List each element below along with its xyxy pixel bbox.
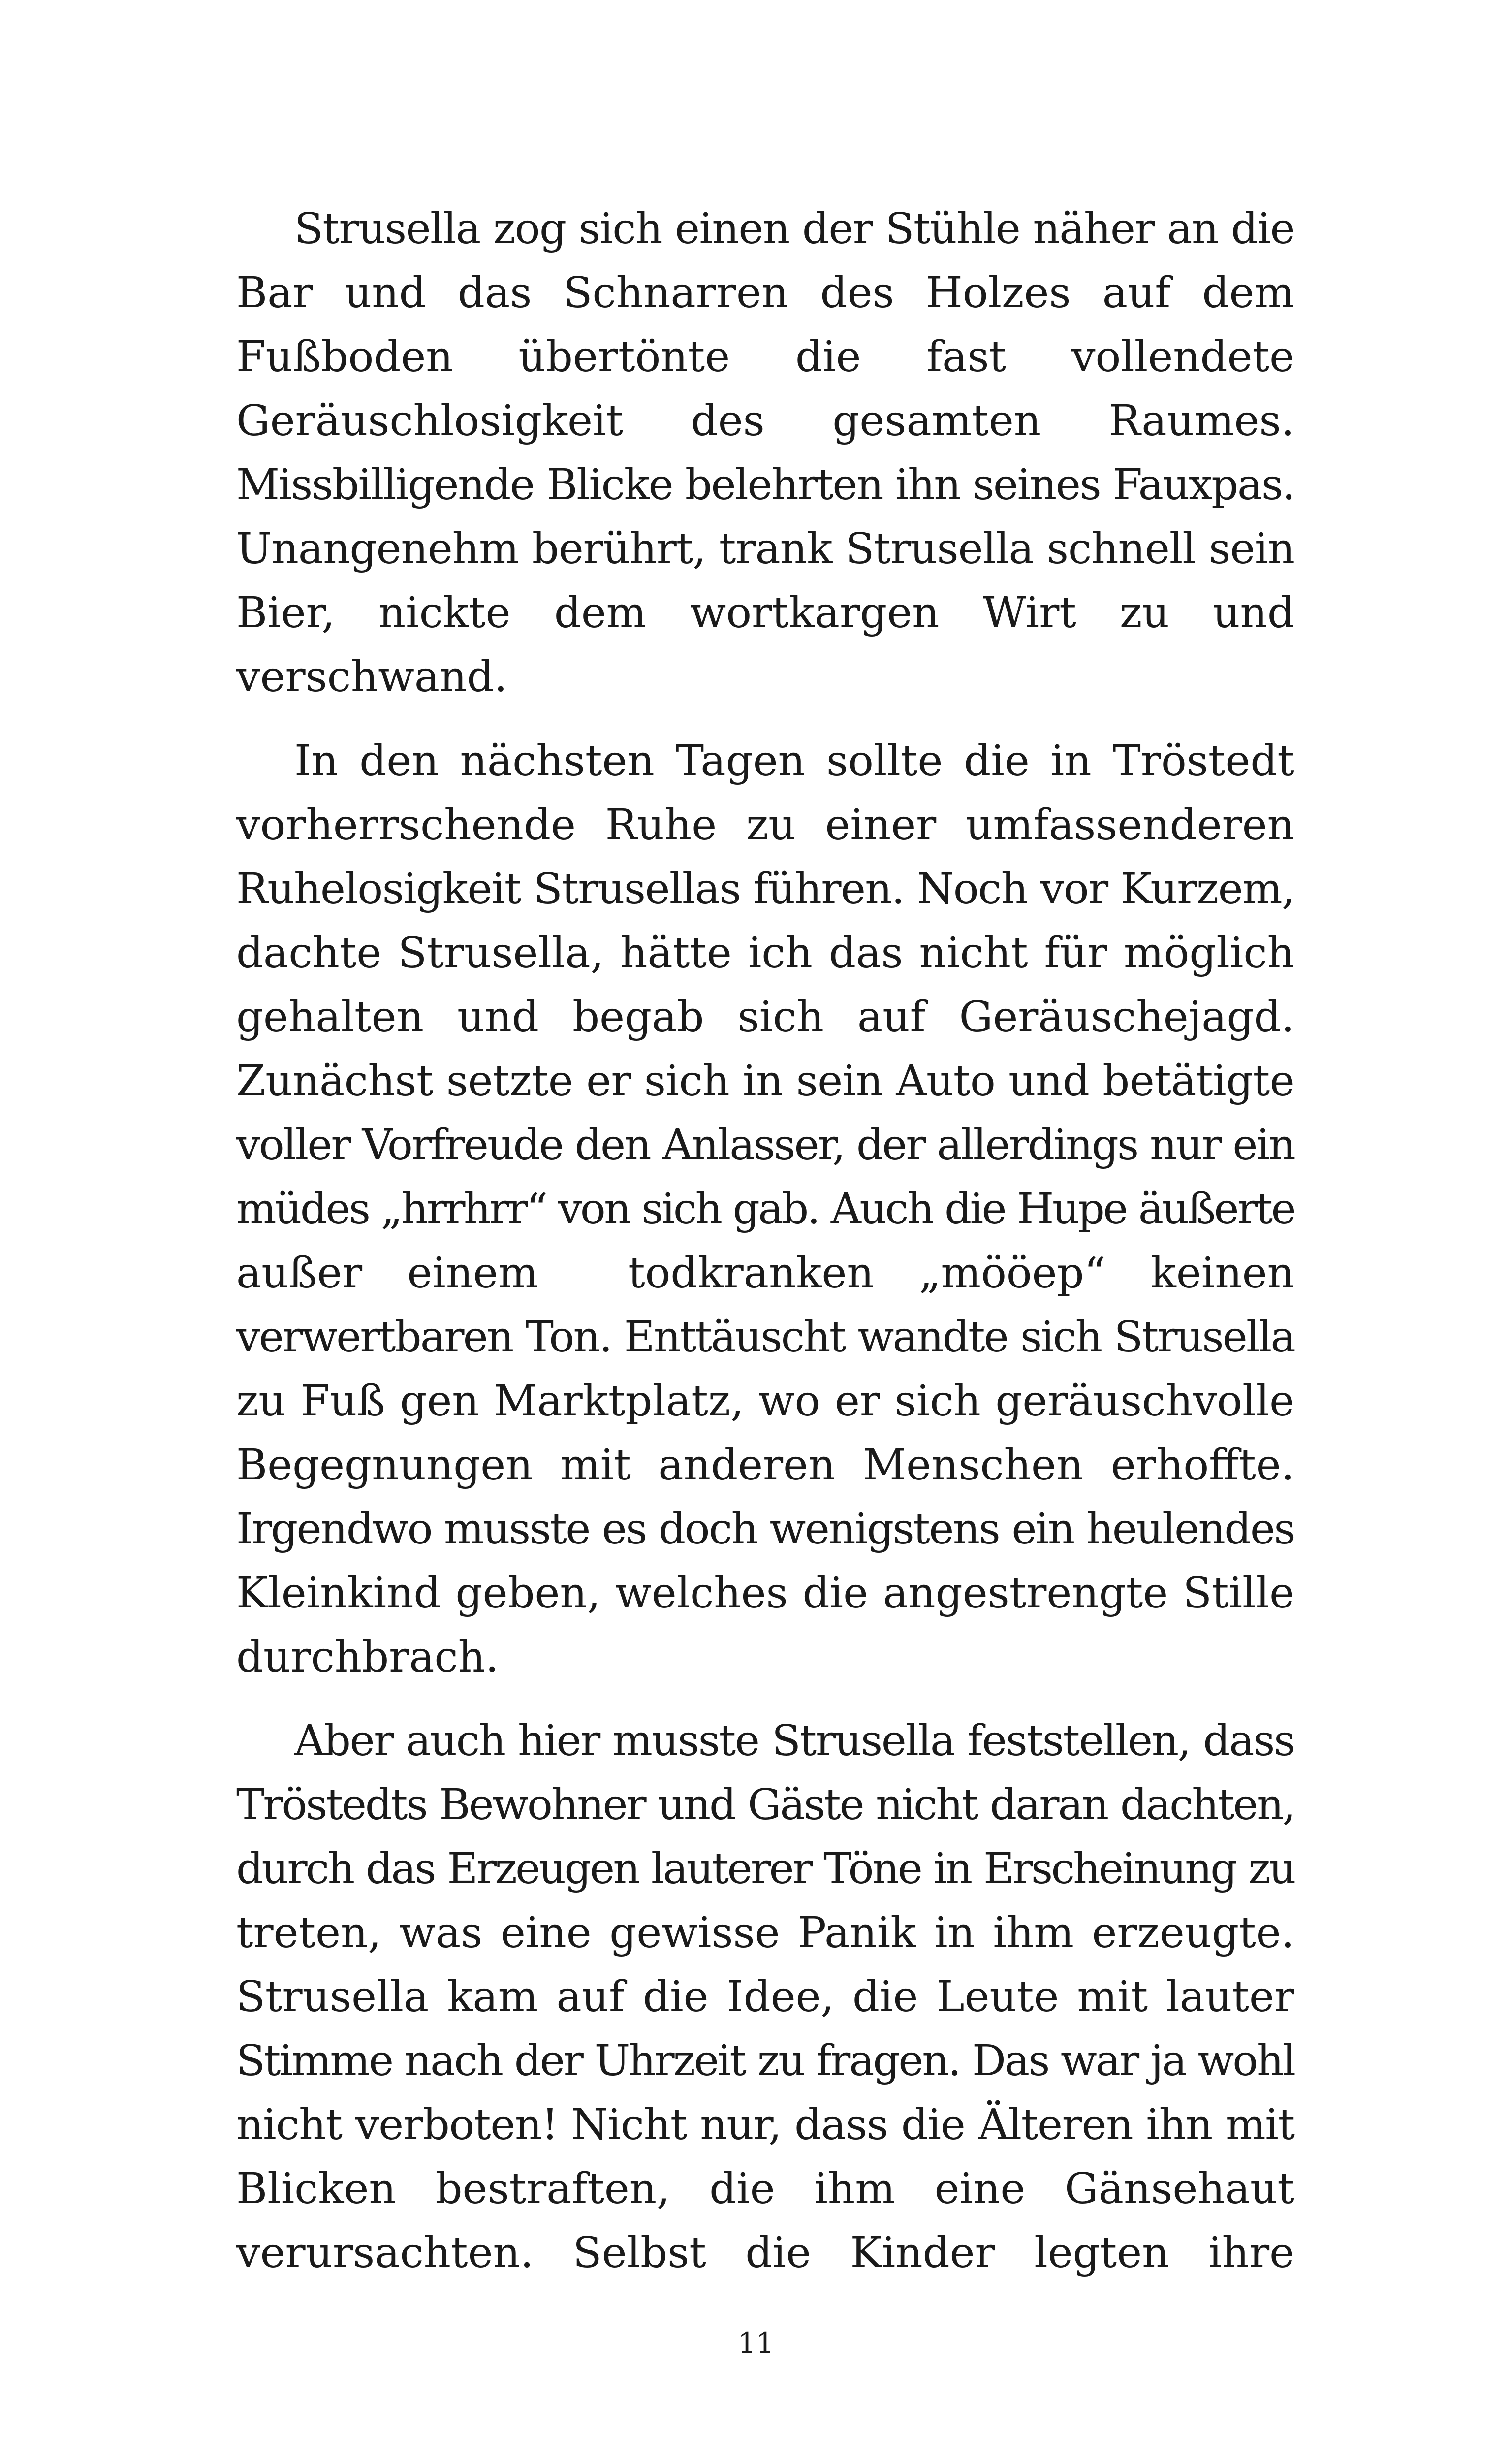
paragraph-line: durchbrach. [236, 1633, 499, 1682]
paragraph-line: Irgendwo musste es doch wenigstens ein heulendes [236, 1505, 1294, 1554]
paragraph-line: Geräuschlosigkeit des gesamten Raumes. [236, 396, 1294, 446]
paragraph-line: Missbilligende Blicke belehrten ihn seines Fauxpas. [236, 460, 1294, 510]
paragraph-line: Strusella zog sich einen der Stühle näher an die [294, 204, 1294, 254]
paragraph-line: Unangenehm berührt, trank Strusella schnell sein [236, 524, 1294, 574]
paragraph-line: nicht verboten! Nicht nur, dass die Älteren ihn mit [236, 2100, 1294, 2150]
paragraph-1 [236, 197, 1294, 709]
paragraph-line: verwertbaren Ton. Enttäuscht wandte sich Strusella [236, 1313, 1294, 1362]
paragraph-line: voller Vorfreude den Anlasser, der allerdings nur ein [236, 1121, 1294, 1170]
paragraph-line: Tröstedts Bewohner und Gäste nicht daran dachten, [236, 1780, 1294, 1830]
paragraph-line: dachte Strusella, hätte ich das nicht für möglich [236, 929, 1294, 978]
paragraph-2 [236, 729, 1294, 1689]
paragraph-line: Zunächst setzte er sich in sein Auto und betätigte [236, 1057, 1295, 1106]
paragraph-line: Aber auch hier musste Strusella feststellen, dass [294, 1716, 1294, 1766]
paragraph-line: Bier, nickte dem wortkargen Wirt zu und [236, 588, 1294, 638]
paragraph-line: müdes „hrrhrr“ von sich gab. Auch die Hupe äußerte [236, 1185, 1294, 1234]
paragraph-line: Stimme nach der Uhrzeit zu fragen. Das war ja wohl [236, 2036, 1294, 2086]
paragraph-line: gehalten und begab sich auf Geräuschejagd. [236, 993, 1294, 1042]
paragraph-line: verschwand. [236, 652, 507, 702]
paragraph-line: Ruhelosigkeit Strusellas führen. Noch vor Kurzem, [236, 865, 1294, 914]
paragraph-line: Blicken bestraften, die ihm eine Gänsehaut [236, 2164, 1294, 2214]
paragraph-line: zu Fuß gen Marktplatz, wo er sich geräuschvolle [236, 1377, 1294, 1426]
paragraph-3 [236, 1709, 1294, 2285]
paragraph-line: treten, was eine gewisse Panik in ihm erzeugte. [236, 1908, 1294, 1958]
paragraph-line: verursachten. Selbst die Kinder legten ihre [236, 2228, 1294, 2278]
paragraph-line: Strusella kam auf die Idee, die Leute mit lauter [236, 1972, 1294, 2022]
paragraph-line: durch das Erzeugen lauterer Töne in Erscheinung zu [236, 1844, 1294, 1894]
paragraph-line: vorherrschende Ruhe zu einer umfassenderen [236, 801, 1294, 850]
paragraph-line: Bar und das Schnarren des Holzes auf dem [236, 268, 1294, 318]
page-number: 11 [738, 2326, 774, 2360]
paragraph-line: In den nächsten Tagen sollte die in Tröstedt [294, 737, 1294, 786]
paragraph-line: außer einem todkranken „mööep“ keinen [236, 1249, 1294, 1298]
paragraph-line: Fußboden übertönte die fast vollendete [236, 332, 1294, 382]
paragraph-line: Begegnungen mit anderen Menschen erhoffte. [236, 1441, 1294, 1490]
paragraph-line: Kleinkind geben, welches die angestrengte Stille [236, 1569, 1294, 1618]
